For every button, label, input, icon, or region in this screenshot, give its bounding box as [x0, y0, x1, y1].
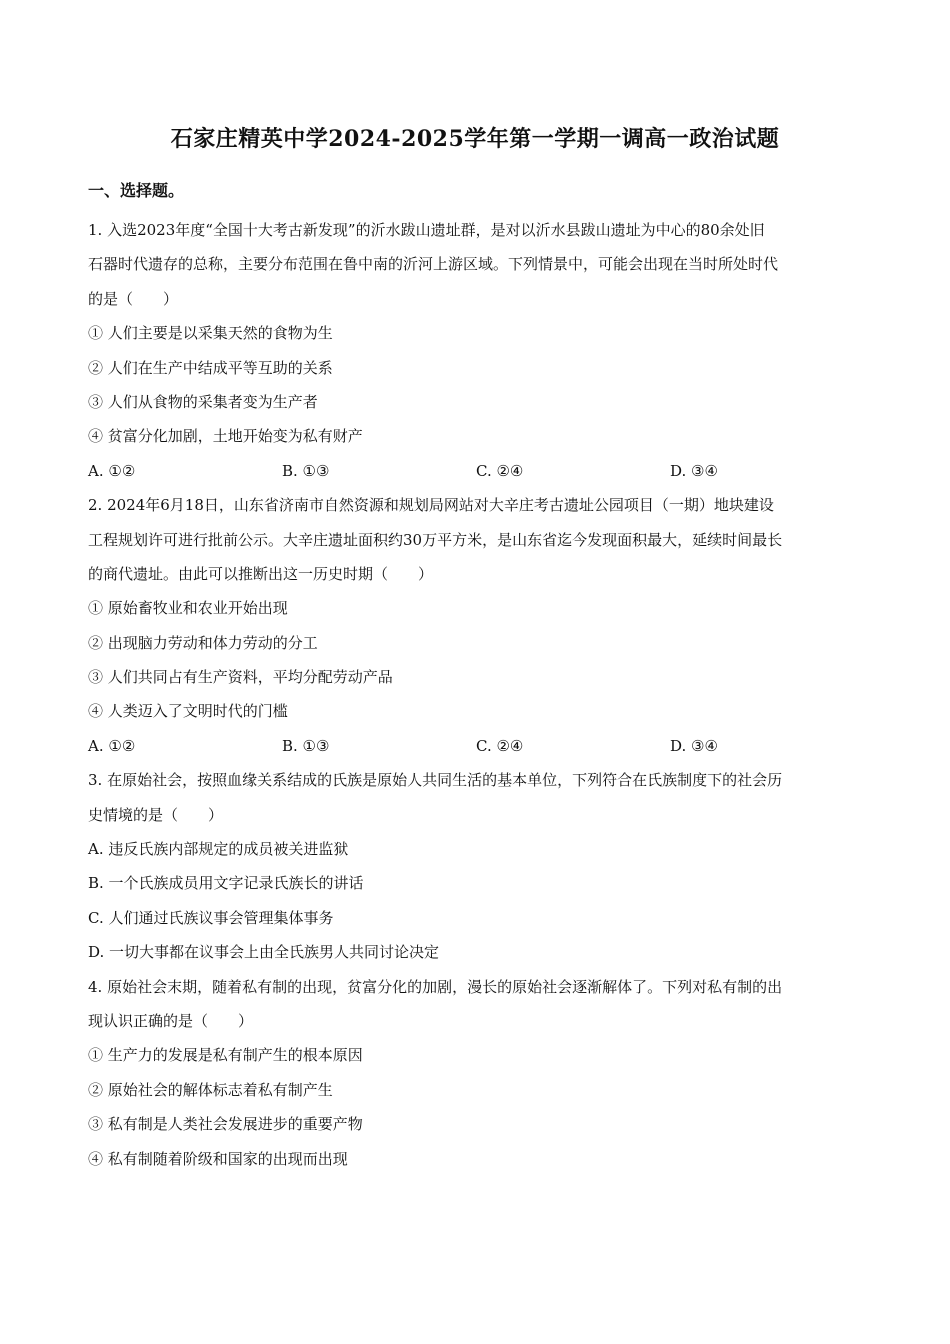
statement-item: ① 人们主要是以采集天然的食物为生 [88, 324, 333, 343]
question-stem-line: 1. 入选2023年度“全国十大考古新发现”的沂水跋山遗址群，是对以沂水县跋山遗址为中心的80余处旧 [88, 221, 765, 239]
question-4 [88, 970, 868, 1176]
question-list [88, 213, 868, 1176]
statement-item: ② 原始社会的解体标志着私有制产生 [88, 1080, 333, 1099]
answer-option-c: C. 人们通过氏族议事会管理集体事务 [88, 908, 334, 927]
statement-item: ① 原始畜牧业和农业开始出现 [88, 599, 288, 618]
answer-option-a: A. ①② [88, 736, 136, 755]
statement-item: ② 出现脑力劳动和体力劳动的分工 [88, 633, 318, 652]
statement-item: ④ 人类迈入了文明时代的门槛 [88, 702, 288, 721]
answer-option-a: A. ①② [88, 461, 136, 480]
page-title: 石家庄精英中学2024-2025学年第一学期一调高一政治试题 [170, 126, 780, 152]
statement-item: ① 生产力的发展是私有制产生的根本原因 [88, 1046, 363, 1065]
answer-option-b: B. ①③ [282, 461, 330, 480]
statement-item: ④ 私有制随着阶级和国家的出现而出现 [88, 1149, 348, 1168]
question-stem-line: 的商代遗址。由此可以推断出这一历史时期（ ） [88, 564, 434, 583]
answer-options [88, 454, 868, 488]
question-stem-line: 现认识正确的是（ ） [88, 1012, 254, 1031]
question-stem-line: 石器时代遗存的总称，主要分布范围在鲁中南的沂河上游区域。下列情景中，可能会出现在当时所处时代 [88, 255, 779, 274]
answer-option-a: A. 违反氏族内部规定的成员被关进监狱 [88, 840, 349, 859]
answer-options [88, 729, 868, 763]
question-stem-line: 工程规划许可进行批前公示。大辛庄遗址面积约30万平方米，是山东省迄今发现面积最大，延续时间最长 [88, 530, 783, 549]
section-heading: 一、选择题。 [88, 181, 185, 200]
question-stem-line: 4. 原始社会末期，随着私有制的出现，贫富分化的加剧，漫长的原始社会逐渐解体了。下列对私有制的出 [88, 977, 783, 996]
statement-item: ③ 人们共同占有生产资料，平均分配劳动产品 [88, 668, 393, 687]
question-stem-line: 史情境的是（ ） [88, 805, 224, 824]
statement-item: ④ 贫富分化加剧，土地开始变为私有财产 [88, 427, 363, 446]
question-1 [88, 213, 868, 488]
statement-item: ② 人们在生产中结成平等互助的关系 [88, 358, 333, 377]
answer-option-c: C. ②④ [476, 461, 524, 480]
question-3 [88, 763, 868, 969]
answer-option-d: D. ③④ [670, 461, 718, 480]
answer-option-b: B. 一个氏族成员用文字记录氏族长的讲话 [88, 874, 364, 893]
question-stem-line: 的是（ ） [88, 289, 179, 308]
question-2 [88, 488, 868, 763]
question-stem-line: 3. 在原始社会，按照血缘关系结成的氏族是原始人共同生活的基本单位，下列符合在氏族制度下的社会历 [88, 771, 783, 790]
answer-option-c: C. ②④ [476, 736, 524, 755]
statement-item: ③ 私有制是人类社会发展进步的重要产物 [88, 1115, 363, 1134]
answer-option-b: B. ①③ [282, 736, 330, 755]
answer-option-d: D. ③④ [670, 736, 718, 755]
question-stem-line: 2. 2024年6月18日，山东省济南市自然资源和规划局网站对大辛庄考古遗址公园项目（一期）地块建设 [88, 496, 774, 515]
answer-option-d: D. 一切大事都在议事会上由全氏族男人共同讨论决定 [88, 943, 440, 962]
statement-item: ③ 人们从食物的采集者变为生产者 [88, 392, 318, 411]
